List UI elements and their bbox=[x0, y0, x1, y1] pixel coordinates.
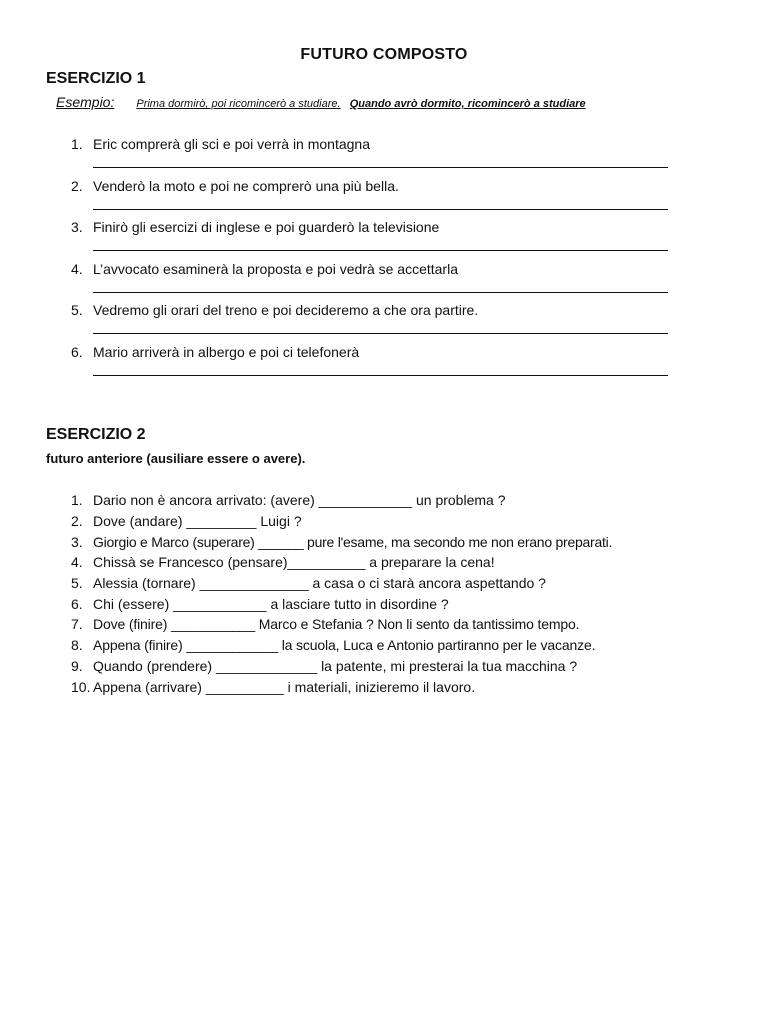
item-text: L’avvocato esaminerà la proposta e poi vedrà se accettarla bbox=[93, 260, 458, 277]
exercise-2-list bbox=[46, 490, 746, 697]
exercise-1-item bbox=[46, 300, 726, 342]
item-text: Dario non è ancora arrivato: (avere) ____________ un problema ? bbox=[93, 492, 506, 509]
item-text: Eric comprerà gli sci e poi verrà in montagna bbox=[93, 136, 371, 152]
item-text: Finirò gli esercizi di inglese e poi guarderò la televisione bbox=[93, 219, 440, 236]
exercise-2-item bbox=[46, 593, 746, 614]
answer-line[interactable] bbox=[93, 154, 668, 168]
item-number: 8. bbox=[71, 637, 83, 654]
exercise-2-item bbox=[46, 490, 746, 511]
item-text: Dove (andare) _________ Luigi ? bbox=[93, 513, 302, 530]
exercise-2-item bbox=[46, 656, 746, 677]
answer-line[interactable] bbox=[93, 362, 668, 376]
item-number: 5. bbox=[71, 302, 83, 319]
item-number: 3. bbox=[71, 219, 83, 236]
exercise-2-item bbox=[46, 614, 746, 635]
answer-line[interactable] bbox=[93, 279, 668, 293]
item-text: Chissà se Francesco (pensare)__________ a preparare la cena! bbox=[93, 554, 495, 571]
exercise-1-item bbox=[46, 259, 726, 301]
item-text: Chi (essere) ____________ a lasciare tutto in disordine ? bbox=[93, 595, 449, 612]
answer-line[interactable] bbox=[93, 196, 668, 210]
exercise-1-item bbox=[46, 217, 726, 259]
item-number: 9. bbox=[71, 657, 83, 674]
exercise-2-item bbox=[46, 573, 746, 594]
exercise-2-item bbox=[46, 676, 746, 697]
exercise-2-item bbox=[46, 511, 746, 532]
item-text: Appena (finire) ____________ la scuola, Luca e Antonio partiranno per le vacanze. bbox=[93, 637, 596, 654]
exercise-1-item bbox=[46, 176, 726, 218]
item-number: 4. bbox=[71, 260, 83, 277]
example-sentence: Prima dormirò, poi ricomincerò a studiare. bbox=[136, 98, 341, 110]
exercise-2-item bbox=[46, 635, 746, 656]
item-number: 6. bbox=[71, 595, 83, 612]
exercise-1-list bbox=[46, 134, 726, 384]
example-answer: Quando avrò dormito, ricomincerò a studiare bbox=[349, 98, 586, 110]
item-text: Quando (prendere) _____________ la patente, mi presterai la tua macchina ? bbox=[93, 657, 578, 674]
item-number: 5. bbox=[71, 575, 83, 592]
item-text: Mario arriverà in albergo e poi ci telefonerà bbox=[93, 343, 360, 360]
item-text: Appena (arrivare) __________ i materiali, inizieremo il lavoro. bbox=[93, 678, 476, 695]
item-number: 4. bbox=[71, 554, 83, 571]
item-text: Vedremo gli orari del treno e poi decideremo a che ora partire. bbox=[93, 302, 479, 319]
exercise-1-item bbox=[46, 134, 726, 176]
item-number: 7. bbox=[71, 616, 83, 633]
example-label: Esempio: bbox=[56, 94, 115, 110]
item-number: 2. bbox=[71, 513, 83, 530]
item-number: 3. bbox=[71, 533, 83, 550]
example-line bbox=[56, 94, 586, 110]
item-text: Giorgio e Marco (superare) ______ pure l'esame, ma secondo me non erano preparati. bbox=[93, 533, 613, 550]
answer-line[interactable] bbox=[93, 237, 668, 251]
item-number: 1. bbox=[71, 492, 83, 509]
item-number: 6. bbox=[71, 343, 83, 360]
answer-line[interactable] bbox=[93, 320, 668, 334]
exercise-1-heading: ESERCIZIO 1 bbox=[46, 70, 146, 87]
item-text: Alessia (tornare) ______________ a casa o ci starà ancora aspettando ? bbox=[93, 575, 546, 592]
item-number: 2. bbox=[71, 177, 83, 194]
exercise-2-item bbox=[46, 531, 746, 552]
exercise-2-item bbox=[46, 552, 746, 573]
page-title: FUTURO COMPOSTO bbox=[300, 46, 468, 63]
item-number: 1. bbox=[71, 136, 83, 152]
exercise-1-item bbox=[46, 342, 726, 384]
item-text: Dove (finire) ___________ Marco e Stefania ? Non li sento da tantissimo tempo. bbox=[93, 616, 580, 633]
exercise-2-subtitle: futuro anteriore (ausiliare essere o avere). bbox=[46, 451, 306, 466]
item-number: 10. bbox=[71, 678, 91, 695]
exercise-2-heading: ESERCIZIO 2 bbox=[46, 426, 146, 443]
item-text: Venderò la moto e poi ne comprerò una più bella. bbox=[93, 177, 399, 194]
